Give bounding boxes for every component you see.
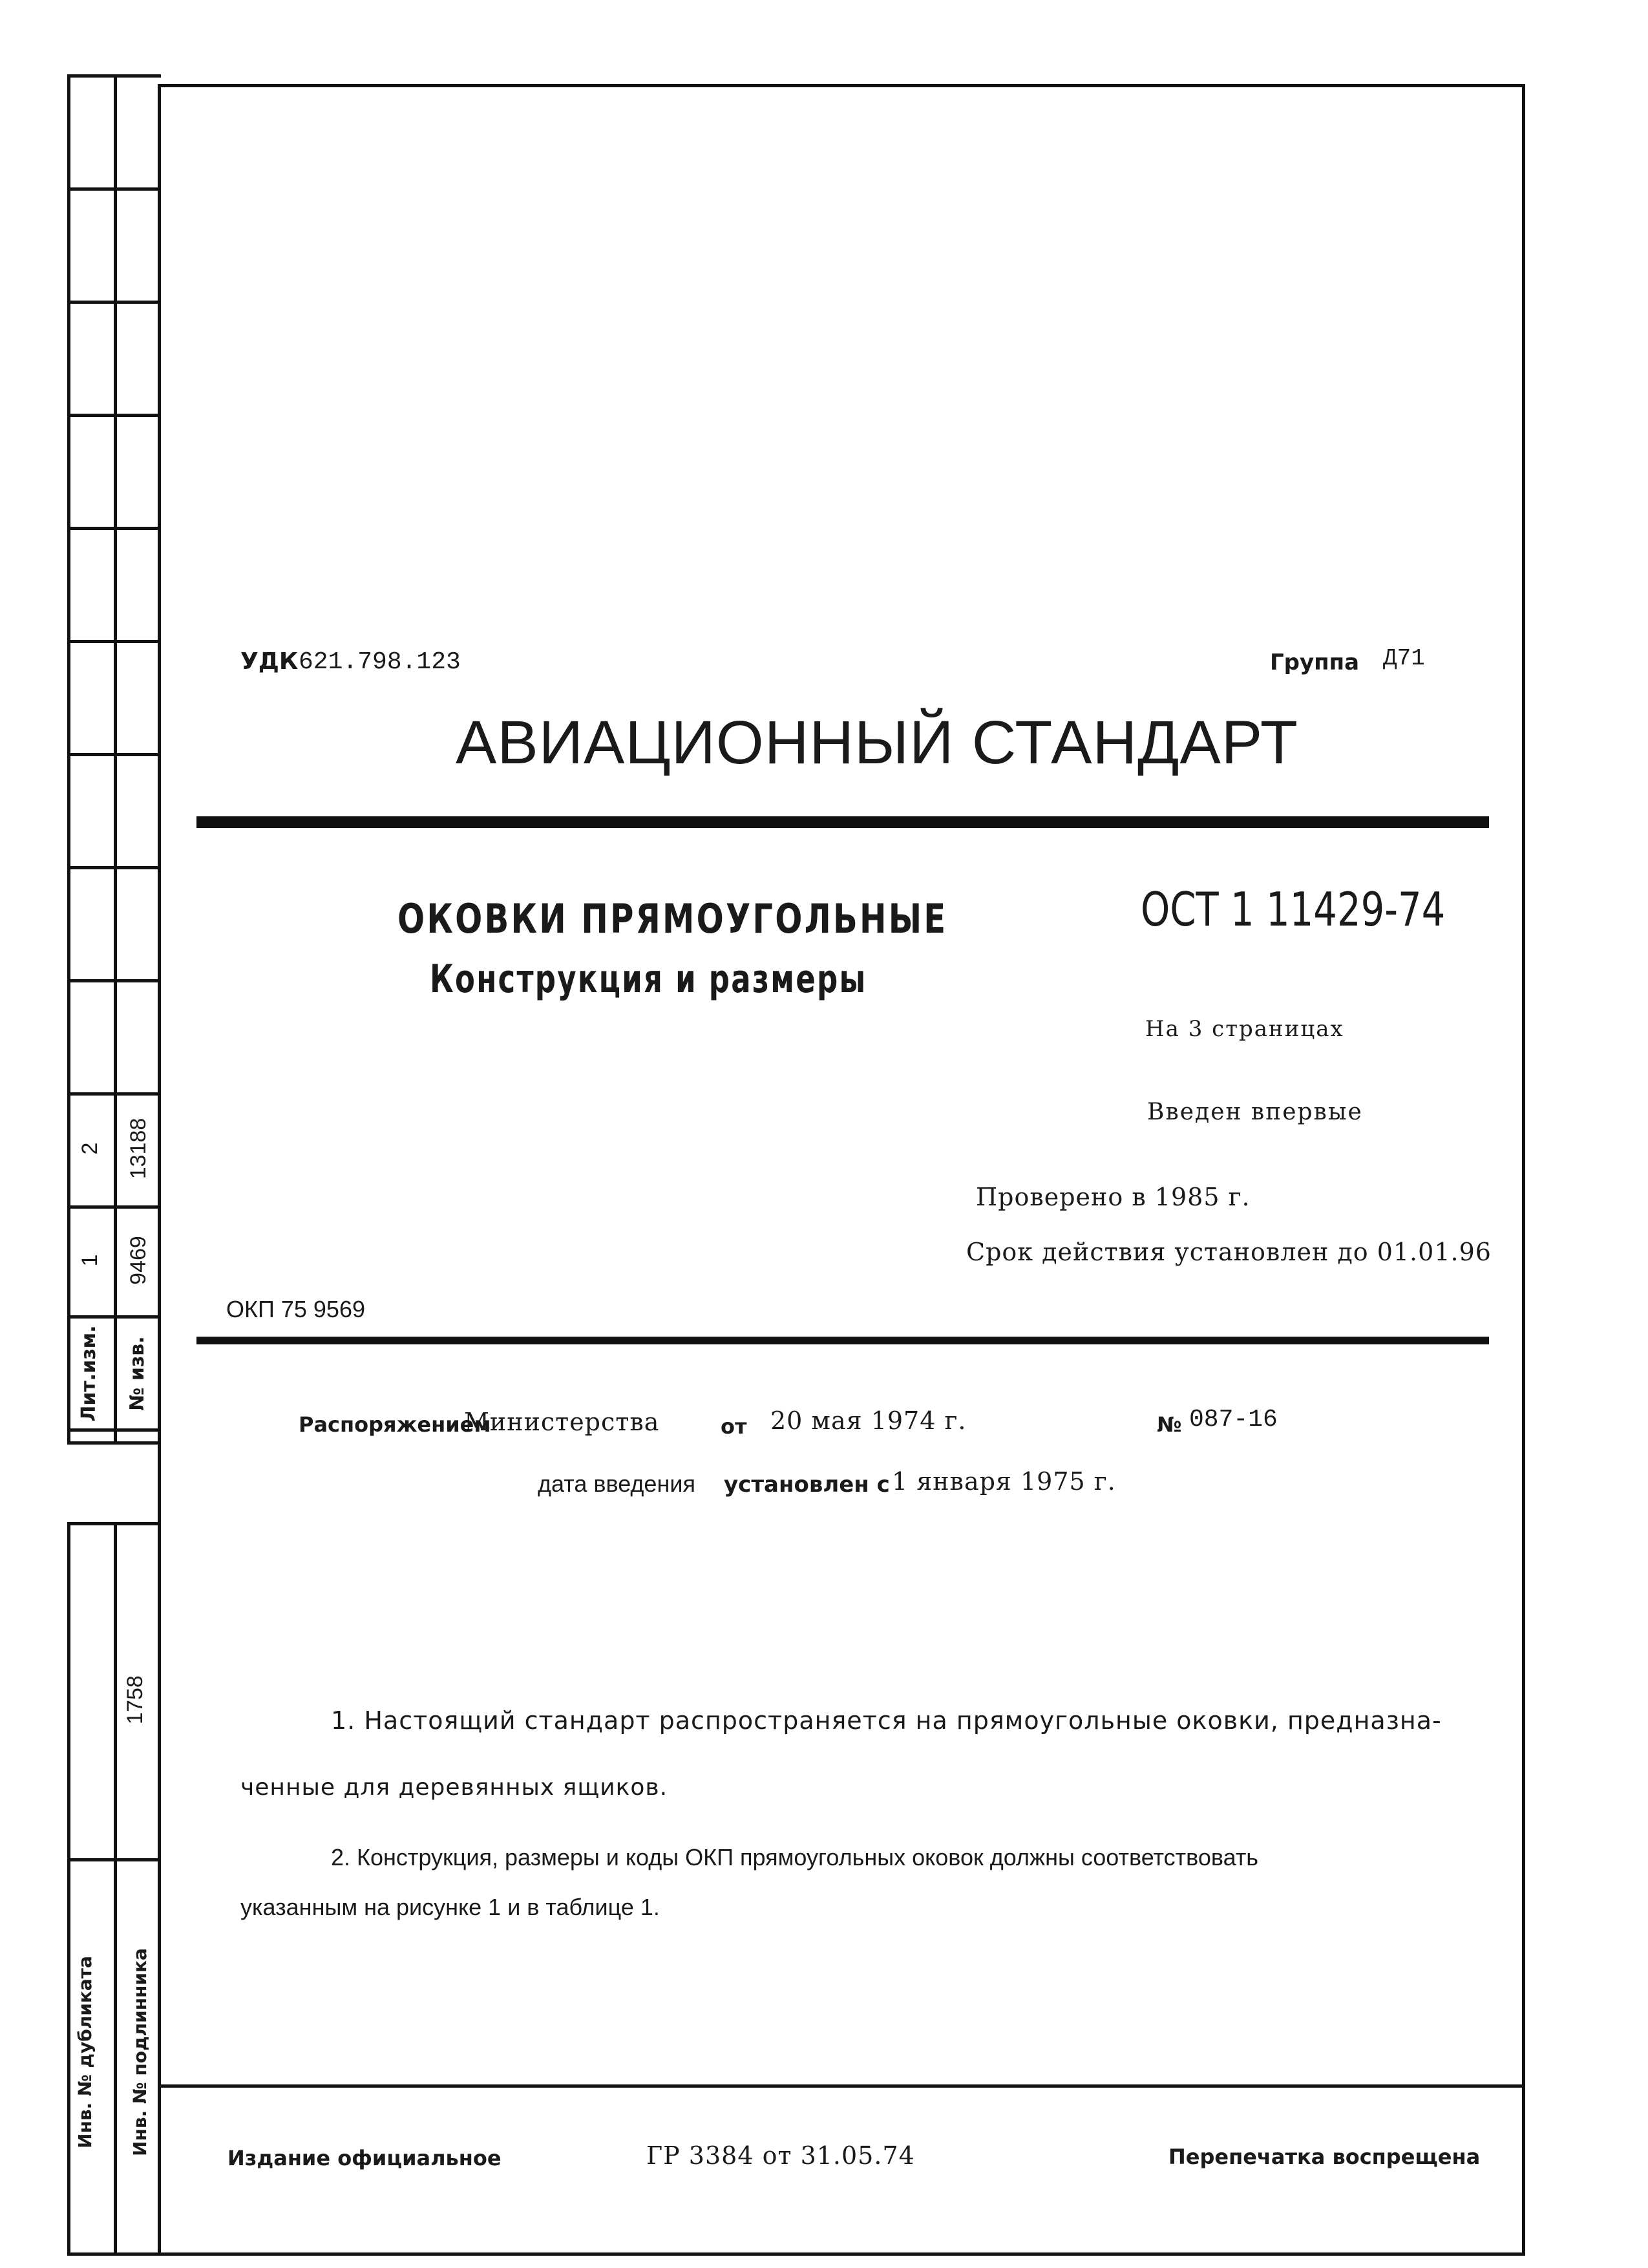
edition-note: Издание официальное (227, 2146, 502, 2170)
rev-row-line (67, 301, 161, 304)
inv-row-line (67, 1858, 161, 1861)
gr-note: ГР 3384 от 31.05.74 (646, 2141, 915, 2170)
para-2-line-2: указанным на рисунке 1 и в таблице 1. (240, 1894, 660, 1920)
izv-value-2: 13188 (126, 1118, 151, 1180)
order-num-label: № (1157, 1412, 1182, 1437)
standard-name: ОКОВКИ ПРЯМОУГОЛЬНЫЕ (397, 895, 948, 942)
main-title: АВИАЦИОННЫЙ СТАНДАРТ (456, 708, 1298, 777)
page-frame (158, 84, 1525, 2256)
izv-label: № изв. (126, 1336, 149, 1411)
para-1-line-2: ченные для деревянных ящиков. (240, 1774, 668, 1801)
intro-date-value: 1 января 1975 г. (892, 1467, 1116, 1496)
lit-value-2: 2 (78, 1142, 102, 1155)
footer-rule (158, 2084, 1525, 2088)
group-value: Д71 (1383, 645, 1425, 672)
reprint-note: Перепечатка воспрещена (1168, 2145, 1481, 2169)
revision-divider (114, 74, 117, 1445)
rev-row-line (67, 1315, 161, 1319)
rev-row-line (67, 187, 161, 191)
udk-value: 621.798.123 (299, 648, 461, 676)
rev-row-line (67, 753, 161, 756)
rev-row-line (67, 1092, 161, 1096)
order-label: Распоряжением (299, 1412, 491, 1437)
okp-code: ОКП 75 9569 (226, 1296, 365, 1322)
inv-orig-value: 1758 (123, 1675, 147, 1724)
okp-rule (196, 1337, 1489, 1344)
title-rule (196, 816, 1489, 828)
group-label: Группа (1270, 650, 1360, 675)
udk-label: УДК (240, 648, 299, 675)
rev-row-line (67, 979, 161, 982)
para-1-line-1: 1. Настоящий стандарт распространяется на прямоугольные оковки, предназна- (331, 1706, 1442, 1735)
inv-dup-label: Инв. № дубликата (74, 1956, 96, 2148)
order-ministry: Министерства (464, 1408, 660, 1436)
rev-row-line (67, 640, 161, 643)
para-2-line-1: 2. Конструкция, размеры и коды ОКП прямоугольных оковок должны соответствовать (331, 1844, 1259, 1871)
rev-row-line (67, 866, 161, 869)
ost-code: ОСТ 1 11429-74 (1141, 882, 1446, 937)
validity-note: Срок действия установлен до 01.01.96 (966, 1238, 1492, 1266)
intro-date-label: дата введения (538, 1470, 695, 1497)
inv-orig-label: Инв. № подлинника (129, 1948, 151, 2156)
lit-value-1: 1 (78, 1254, 102, 1267)
intro-set-label: установлен с (724, 1472, 890, 1498)
lit-label: Лит.изм. (78, 1325, 100, 1422)
rev-row-line (67, 414, 161, 417)
rev-row-line (67, 527, 161, 530)
standard-subtitle: Конструкция и размеры (430, 957, 867, 1002)
checked-note: Проверено в 1985 г. (976, 1183, 1251, 1211)
rev-row-line (67, 1428, 161, 1432)
order-num-value: 087-16 (1189, 1406, 1278, 1434)
pages-count: На 3 страницах (1145, 1016, 1344, 1042)
intro-note: Введен впервые (1147, 1099, 1363, 1125)
inventory-divider (114, 1522, 117, 2256)
rev-row-line (67, 1205, 161, 1209)
izv-value-1: 9469 (126, 1236, 151, 1285)
order-date: 20 мая 1974 г. (770, 1406, 967, 1435)
order-from-label: от (721, 1414, 747, 1439)
